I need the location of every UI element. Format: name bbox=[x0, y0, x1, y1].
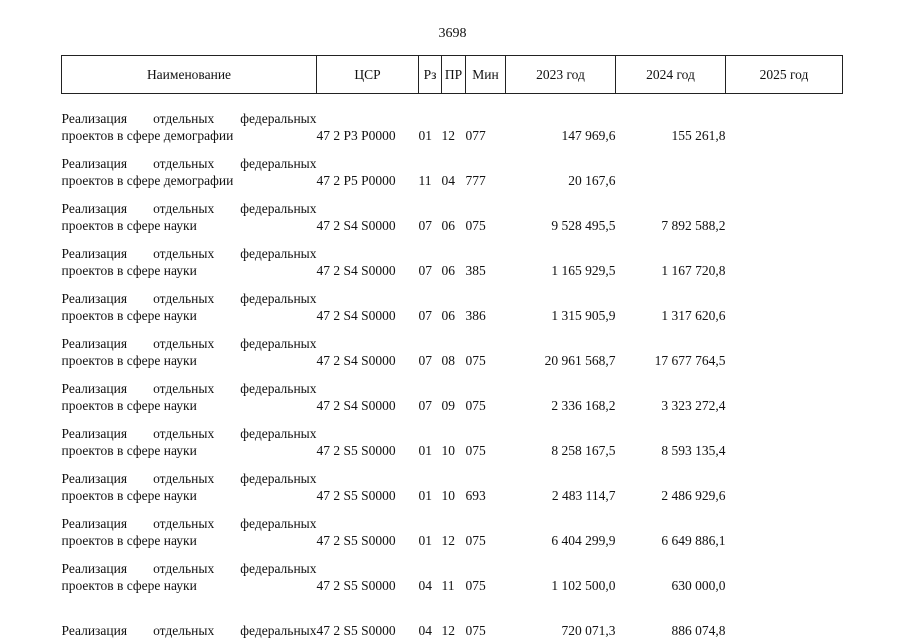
row-2024: 17 677 764,5 bbox=[616, 327, 726, 372]
row-min: 075 bbox=[466, 417, 506, 462]
row-name-line-1: Реализация отдельных федеральных bbox=[62, 560, 317, 577]
row-min: 386 bbox=[466, 282, 506, 327]
row-name-line-2: проектов в сфере демографии bbox=[62, 127, 317, 144]
row-2024: 1 167 720,8 bbox=[616, 237, 726, 282]
row-csr: 47 2 S4 S0000 bbox=[317, 327, 419, 372]
row-name bbox=[62, 417, 317, 462]
row-name-line-1: Реализация отдельных федеральных bbox=[62, 110, 317, 127]
row-name-line-2: проектов в сфере науки bbox=[62, 307, 317, 324]
row-2024: 630 000,0 bbox=[616, 552, 726, 597]
row-2025 bbox=[726, 552, 843, 597]
row-rz: 04 bbox=[419, 597, 442, 642]
row-csr: 47 2 S4 S0000 bbox=[317, 372, 419, 417]
row-csr: 47 2 S5 S0000 bbox=[317, 552, 419, 597]
header-2024: 2024 год bbox=[616, 56, 726, 94]
row-2023: 1 102 500,0 bbox=[506, 552, 616, 597]
row-name-line-1: Реализация отдельных федеральных bbox=[62, 380, 317, 397]
row-name-line-1: Реализация отдельных федеральных bbox=[62, 290, 317, 307]
row-min: 693 bbox=[466, 462, 506, 507]
row-2025 bbox=[726, 507, 843, 552]
table-row bbox=[62, 94, 843, 148]
row-name bbox=[62, 462, 317, 507]
row-2025 bbox=[726, 192, 843, 237]
table-row bbox=[62, 372, 843, 417]
row-2023: 8 258 167,5 bbox=[506, 417, 616, 462]
row-2023: 720 071,3 bbox=[506, 597, 616, 642]
table-row bbox=[62, 597, 843, 642]
row-name-line-1: Реализация отдельных федеральных bbox=[62, 335, 317, 352]
row-rz: 01 bbox=[419, 507, 442, 552]
row-2025 bbox=[726, 597, 843, 642]
row-min: 075 bbox=[466, 552, 506, 597]
row-name-line-1: Реализация отдельных федеральных bbox=[62, 425, 317, 442]
row-name-line-2: проектов в сфере науки bbox=[62, 262, 317, 279]
row-2023: 1 315 905,9 bbox=[506, 282, 616, 327]
row-name bbox=[62, 237, 317, 282]
row-2025 bbox=[726, 147, 843, 192]
row-name-line-2: проектов в сфере науки bbox=[62, 442, 317, 459]
header-2023: 2023 год bbox=[506, 56, 616, 94]
row-name-line-2: проектов в сфере науки bbox=[62, 397, 317, 414]
table-row bbox=[62, 282, 843, 327]
row-2024: 2 486 929,6 bbox=[616, 462, 726, 507]
row-csr: 47 2 Р5 Р0000 bbox=[317, 147, 419, 192]
row-2025 bbox=[726, 237, 843, 282]
row-name bbox=[62, 282, 317, 327]
row-name bbox=[62, 94, 317, 148]
row-2023: 9 528 495,5 bbox=[506, 192, 616, 237]
table-header-row bbox=[62, 56, 843, 94]
table-row bbox=[62, 417, 843, 462]
row-name-line-1: Реализация отдельных федеральных bbox=[62, 155, 317, 172]
row-name-line-2: проектов в сфере науки bbox=[62, 352, 317, 369]
row-2023: 20 961 568,7 bbox=[506, 327, 616, 372]
row-name-line-1: Реализация отдельных федеральных bbox=[62, 200, 317, 217]
row-min: 385 bbox=[466, 237, 506, 282]
row-name-line-2: проектов в сфере науки bbox=[62, 532, 317, 549]
row-2025 bbox=[726, 417, 843, 462]
row-2024 bbox=[616, 147, 726, 192]
row-rz: 01 bbox=[419, 462, 442, 507]
row-2024: 886 074,8 bbox=[616, 597, 726, 642]
page-number: 3698 bbox=[0, 26, 905, 42]
header-pr: ПР bbox=[442, 56, 466, 94]
row-csr: 47 2 S4 S0000 bbox=[317, 192, 419, 237]
row-2024: 6 649 886,1 bbox=[616, 507, 726, 552]
row-rz: 04 bbox=[419, 552, 442, 597]
row-rz: 01 bbox=[419, 417, 442, 462]
row-pr: 04 bbox=[442, 147, 466, 192]
row-name bbox=[62, 552, 317, 597]
table-row bbox=[62, 552, 843, 597]
row-name bbox=[62, 372, 317, 417]
header-csr: ЦСР bbox=[317, 56, 419, 94]
row-name-line-1: Реализация отдельных федеральных bbox=[62, 470, 317, 487]
row-2023: 6 404 299,9 bbox=[506, 507, 616, 552]
row-name-line-1: Реализация отдельных федеральных bbox=[62, 622, 317, 639]
row-rz: 07 bbox=[419, 282, 442, 327]
row-min: 075 bbox=[466, 327, 506, 372]
row-name bbox=[62, 597, 317, 642]
header-rz: Рз bbox=[419, 56, 442, 94]
row-2024: 7 892 588,2 bbox=[616, 192, 726, 237]
row-2023: 1 165 929,5 bbox=[506, 237, 616, 282]
row-min: 075 bbox=[466, 507, 506, 552]
row-name-line-1: Реализация отдельных федеральных bbox=[62, 515, 317, 532]
row-pr: 11 bbox=[442, 552, 466, 597]
row-rz: 01 bbox=[419, 94, 442, 148]
row-2024: 3 323 272,4 bbox=[616, 372, 726, 417]
row-name bbox=[62, 192, 317, 237]
row-min: 075 bbox=[466, 597, 506, 642]
row-2023: 20 167,6 bbox=[506, 147, 616, 192]
row-pr: 12 bbox=[442, 597, 466, 642]
row-pr: 12 bbox=[442, 507, 466, 552]
row-2024: 1 317 620,6 bbox=[616, 282, 726, 327]
row-name bbox=[62, 327, 317, 372]
row-2023: 147 969,6 bbox=[506, 94, 616, 148]
table-row bbox=[62, 462, 843, 507]
row-rz: 07 bbox=[419, 237, 442, 282]
row-pr: 09 bbox=[442, 372, 466, 417]
row-name bbox=[62, 147, 317, 192]
header-2025: 2025 год bbox=[726, 56, 843, 94]
row-pr: 08 bbox=[442, 327, 466, 372]
row-2023: 2 483 114,7 bbox=[506, 462, 616, 507]
row-pr: 12 bbox=[442, 94, 466, 148]
table-row bbox=[62, 327, 843, 372]
row-rz: 07 bbox=[419, 372, 442, 417]
row-2025 bbox=[726, 462, 843, 507]
row-pr: 06 bbox=[442, 192, 466, 237]
row-csr: 47 2 S4 S0000 bbox=[317, 282, 419, 327]
row-min: 075 bbox=[466, 192, 506, 237]
row-csr: 47 2 Р3 Р0000 bbox=[317, 94, 419, 148]
row-2025 bbox=[726, 94, 843, 148]
table-body bbox=[62, 94, 843, 642]
row-name-line-2: проектов в сфере демографии bbox=[62, 172, 317, 189]
table-row bbox=[62, 192, 843, 237]
row-csr: 47 2 S5 S0000 bbox=[317, 507, 419, 552]
row-csr: 47 2 S4 S0000 bbox=[317, 237, 419, 282]
row-2024: 8 593 135,4 bbox=[616, 417, 726, 462]
row-pr: 10 bbox=[442, 417, 466, 462]
table-row bbox=[62, 237, 843, 282]
row-rz: 11 bbox=[419, 147, 442, 192]
row-csr: 47 2 S5 S0000 bbox=[317, 417, 419, 462]
table-row bbox=[62, 147, 843, 192]
row-csr: 47 2 S5 S0000 bbox=[317, 597, 419, 642]
header-min: Мин bbox=[466, 56, 506, 94]
row-pr: 06 bbox=[442, 282, 466, 327]
header-name: Наименование bbox=[62, 56, 317, 94]
row-name-line-1: Реализация отдельных федеральных bbox=[62, 245, 317, 262]
row-name bbox=[62, 507, 317, 552]
row-name-line-2: проектов в сфере науки bbox=[62, 217, 317, 234]
row-min: 077 bbox=[466, 94, 506, 148]
table-row bbox=[62, 507, 843, 552]
row-min: 075 bbox=[466, 372, 506, 417]
row-min: 777 bbox=[466, 147, 506, 192]
budget-table bbox=[61, 55, 843, 642]
row-2023: 2 336 168,2 bbox=[506, 372, 616, 417]
row-csr: 47 2 S5 S0000 bbox=[317, 462, 419, 507]
row-name-line-2: проектов в сфере науки bbox=[62, 577, 317, 594]
row-pr: 10 bbox=[442, 462, 466, 507]
row-rz: 07 bbox=[419, 192, 442, 237]
row-pr: 06 bbox=[442, 237, 466, 282]
row-2025 bbox=[726, 282, 843, 327]
row-rz: 07 bbox=[419, 327, 442, 372]
row-2025 bbox=[726, 327, 843, 372]
row-2025 bbox=[726, 372, 843, 417]
row-2024: 155 261,8 bbox=[616, 94, 726, 148]
row-name-line-2: проектов в сфере науки bbox=[62, 487, 317, 504]
